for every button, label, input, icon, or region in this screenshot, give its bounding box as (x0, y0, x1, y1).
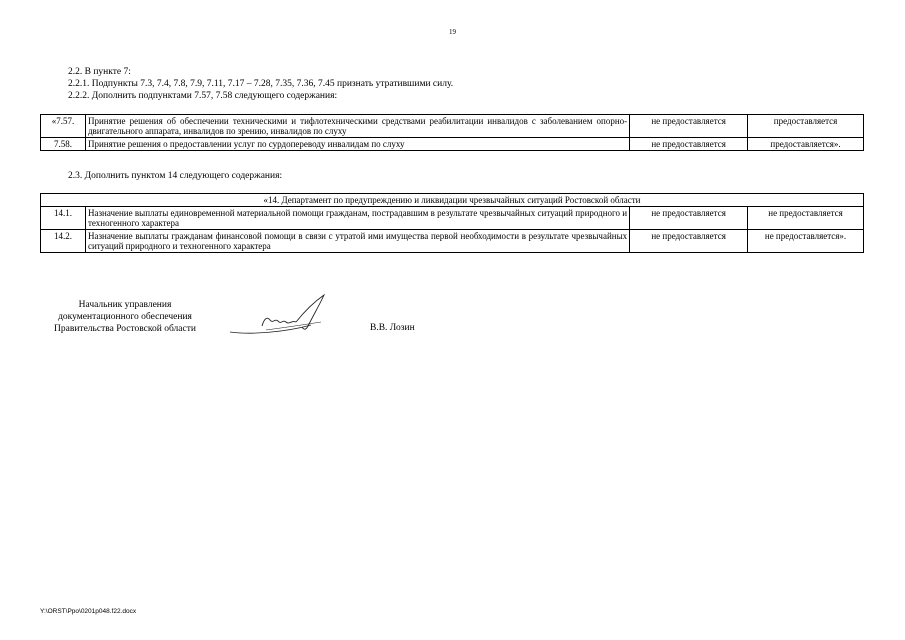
row-status-2: не предоставляется (748, 207, 864, 230)
row-description: Принятие решения об обеспечении техническими и тифлотехническими средствами реабилитации инвалидов с заболеванием опорно-двигательного аппарата, инвалидов по зрению, инвалидов по слуху (85, 115, 629, 138)
page-number: 19 (449, 28, 456, 36)
row-status-2: не предоставляется». (748, 230, 864, 253)
signatory-title-line-1: Начальник управления (78, 300, 172, 310)
row-description: Принятие решения о предоставлении услуг по сурдопереводу инвалидам по слуху (85, 138, 629, 151)
section-2-2-2: 2.2.2. Дополнить подпунктами 7.57, 7.58 следующего содержания: (68, 91, 338, 101)
signatory-name: В.В. Лозин (370, 323, 415, 333)
table-header-row (41, 194, 864, 207)
row-status-1: не предоставляется (630, 207, 748, 230)
table-row (41, 230, 864, 253)
signatory-title-line-2: документационного обеспечения (58, 312, 192, 322)
row-status-2: предоставляется». (748, 138, 864, 151)
table-item-14 (40, 193, 864, 253)
row-description: Назначение выплаты гражданам финансовой помощи в связи с утратой ими имущества первой необходимости в результате чрезвычайных ситуаций природного и техногенного характера (85, 230, 629, 253)
row-status-1: не предоставляется (630, 115, 748, 138)
row-status-1: не предоставляется (630, 230, 748, 253)
row-number: 14.1. (41, 207, 86, 230)
signatory-title-line-3: Правительства Ростовской области (54, 324, 196, 334)
signatory-title (40, 299, 210, 335)
table-header: «14. Департамент по предупреждению и ликвидации чрезвычайных ситуаций Ростовской области (41, 194, 864, 207)
handwritten-signature (226, 292, 341, 340)
row-number: «7.57. (41, 115, 86, 138)
row-number: 14.2. (41, 230, 86, 253)
row-status-2: предоставляется (748, 115, 864, 138)
table-subitems-7 (40, 114, 864, 151)
row-number: 7.58. (41, 138, 86, 151)
row-description: Назначение выплаты единовременной материальной помощи гражданам, пострадавшим в результате чрезвычайных ситуаций природного и техногенного характера (85, 207, 629, 230)
section-2-3: 2.3. Дополнить пунктом 14 следующего содержания: (68, 171, 283, 181)
row-status-1: не предоставляется (630, 138, 748, 151)
table-row (41, 138, 864, 151)
section-2-2-heading: 2.2. В пункте 7: (68, 67, 131, 77)
file-path-footer: Y:\ORST\Ppo\0201p048.f22.docx (40, 608, 137, 615)
section-2-2-1: 2.2.1. Подпункты 7.3, 7.4, 7.8, 7.9, 7.11, 7.17 – 7.28, 7.35, 7.36, 7.45 признать утратившими силу. (68, 79, 454, 89)
table-row (41, 115, 864, 138)
table-row (41, 207, 864, 230)
